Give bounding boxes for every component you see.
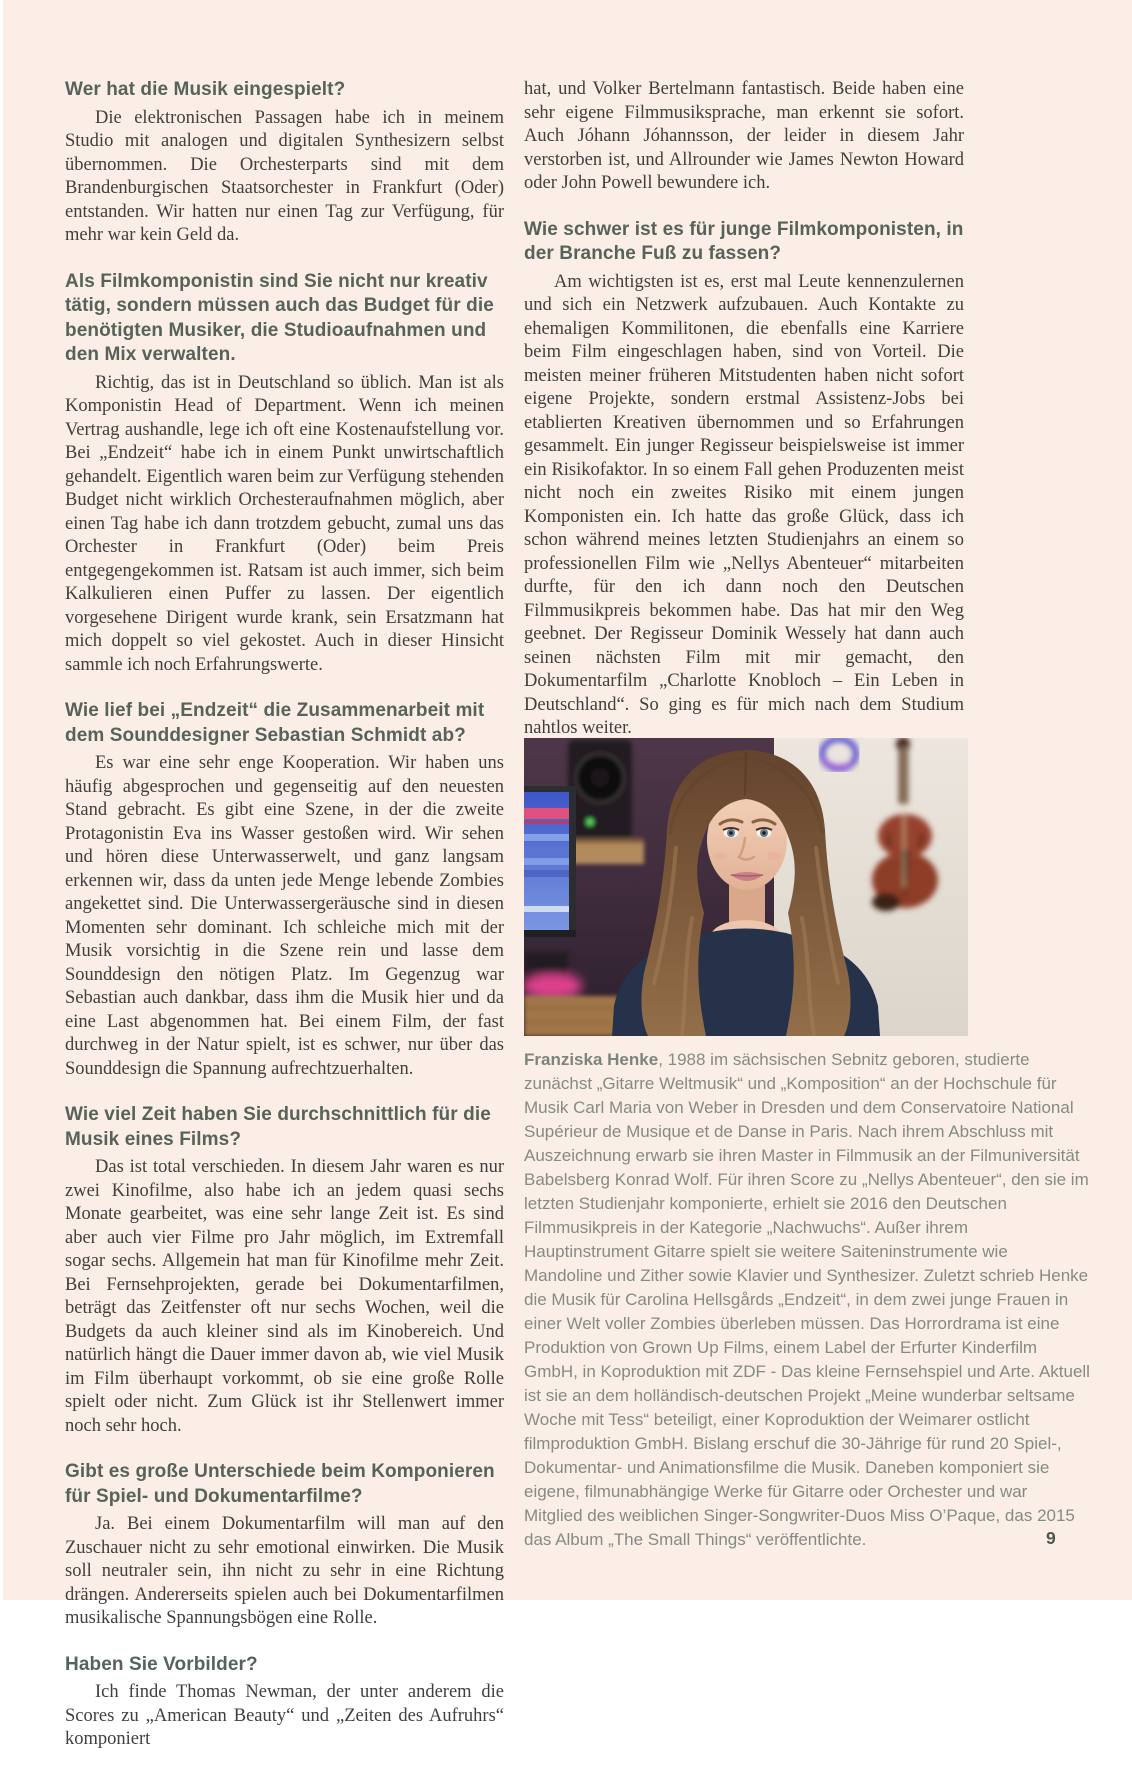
photo-monitor xyxy=(524,786,576,937)
bio-paragraph xyxy=(524,1048,1090,1552)
question-heading: Wie viel Zeit haben Sie durchschnittlich für die Musik eines Films? xyxy=(65,1104,491,1150)
qa-section xyxy=(65,1103,504,1438)
right-column xyxy=(524,78,964,763)
qa-section xyxy=(524,78,964,196)
answer-paragraph: Am wichtigsten ist es, erst mal Leute kennenzulernen und sich ein Netzwerk aufzubauen. Auch Kontakte zu ehemaligen Kommilitonen, die ebenfalls eine Karriere beim Film eingeschlagen haben, sind von Vorteil. Die meisten meiner früheren Mitstudenten haben nicht sofort eigene Projekte, sondern erstmal Assistenz-Jobs bei etablierten Kreativen übernommen und so Erfahrungen gesammelt. Ein junger Regisseur beispielsweise ist immer ein Risikofaktor. In so einem Fall gehen Produzenten meist nicht noch ein zweites Risiko mit einem jungen Komponisten ein. Ich hatte das große Glück, dass ich schon während meines letzten Studienjahrs an einem so professionellen Film wie „Nellys Abenteuer“ mitarbeiten durfte, für den ich dann noch den Deutschen Filmmusikpreis bekommen habe. Das hat mir den Weg geebnet. Der Regisseur Dominik Wessely hat dann auch seinen nächsten Film mit mir gemacht, den Dokumentarfilm „Charlotte Knobloch – Ein Leben in Deutschland“. So ging es für mich nach dem Studium nahtlos weiter. xyxy=(524,271,964,738)
bio-text: , 1988 im sächsischen Sebnitz geboren, studierte zunächst „Gitarre Weltmusik“ und „Komposition“ an der Hochschule für Musik Carl Maria von Weber in Dresden und dem Conservatoire National Supérieur de Musique et de Danse in Paris. Nach ihrem Abschluss mit Auszeichnung erwarb sie ihren Master in Filmmusik an der Filmuniversität Babelsberg Konrad Wolf. Für ihren Score zu „Nellys Abenteuer“, den sie im letzten Studienjahr komponierte, erhielt sie 2016 den Deutschen Filmmusikpreis in der Kategorie „Nachwuchs“. Außer ihrem Hauptinstrument Gitarre spielt sie weitere Saiteninstrumente wie Mandoline und Zither sowie Klavier und Synthesizer. Zuletzt schrieb Henke die Musik für Carolina Hellsgårds „Endzeit“, in dem zwei junge Frauen in einer Welt voller Zombies überleben müssen. Das Horrordrama ist eine Produktion von Grown Up Films, einem Label der Erfurter Kinderfilm GmbH, in Koproduktion mit ZDF - Das kleine Fernsehspiel und Arte. Aktuell ist sie an dem holländisch-deutschen Projekt „Meine wunderbar seltsame Woche mit Tess“ beteiligt, einer Koproduktion der Weimarer ostlicht filmproduktion GmbH. Bislang erschuf die 30-Jährige für rund 20 Spiel-, Dokumentar- und Animationsfilme die Musik. Daneben komponiert sie eigene, filmunabhängige Werke für Gitarre oder Orchester und war Mitglied des weiblichen Singer-Songwriter-Duos Miss O’Paque, das 2015 das Album „The Small Things“ veröffentlichte. xyxy=(524,1050,1090,1549)
answer-paragraph: Das ist total verschieden. In diesem Jahr waren es nur zwei Kinofilme, also habe ich an jedem quasi sechs Monate gearbeitet, was eine sehr lange Zeit ist. Es sind aber auch vier Filme pro Jahr möglich, im Extremfall sogar sechs. Allgemein hat man für Kinofilme mehr Zeit. Bei Fernsehprojekten, gerade bei Dokumentarfilmen, beträgt das Zeitfenster oft nur sechs Wochen, weil die Budgets da auch kleiner sind als im Kinobereich. Und natürlich hängt die Dauer immer davon ab, wie viel Musik im Film überhaupt vorkommt, ob sie eine große Rolle spielt oder nicht. Zum Glück ist ihr Stellenwert immer noch sehr hoch. xyxy=(65,1157,504,1436)
question-heading: Als Filmkomponistin sind Sie nicht nur kreativ tätig, sondern müssen auch das Budget für die benötigten Musiker, die Studioaufnahmen und den Mix verwalten. xyxy=(65,270,494,365)
continuation-paragraph: hat, und Volker Bertelmann fantastisch. Beide haben eine sehr eigene Filmmusiksprache, man erkennt sie sofort. Auch Jóhann Jóhannsson, der leider in diesem Jahr verstorben ist, und Allrounder wie James Newton Howard oder John Powell bewundere ich. xyxy=(524,79,964,193)
answer-paragraph: Es war eine sehr enge Kooperation. Wir haben uns häufig abgesprochen und gegenseitig auf den neuesten Stand gebracht. Es gibt eine Szene, in der die zweite Protagonistin Eva ins Wasser gestoßen wird. Wir sehen und hören diese Unterwasserwelt, und ganz langsam erkennen wir, dass da unten jede Menge lebende Zombies angekettet sind. Die Unterwassergeräusche sind in diesen Momenten sehr dominant. Ich schleiche mich mit der Musik vorsichtig in die Szene rein und lasse dem Sounddesign den nötigen Platz. Im Gegenzug war Sebastian auch dankbar, dass ihm die Musik hier und da eine Last abgenommen hat. Bei einem Film, der fast durchweg in der Natur spielt, ist es schwer, nur über das Sounddesign die Spannung aufrechtzuerhalten. xyxy=(65,753,504,1079)
portrait-photo xyxy=(524,738,968,1036)
qa-section xyxy=(65,78,504,248)
answer-paragraph: Ich finde Thomas Newman, der unter anderem die Scores zu „American Beauty“ und „Zeiten des Aufruhrs“ komponiert xyxy=(65,1682,504,1749)
question-heading: Gibt es große Unterschiede beim Komponieren für Spiel- und Dokumentarfilme? xyxy=(65,1461,495,1507)
qa-section xyxy=(65,1460,504,1631)
qa-section xyxy=(65,270,504,678)
question-heading: Wie lief bei „Endzeit“ die Zusammenarbeit mit dem Sounddesigner Sebastian Schmidt ab? xyxy=(65,700,485,746)
bio-name: Franziska Henke xyxy=(524,1050,659,1069)
page-number: 9 xyxy=(1046,1528,1056,1548)
qa-section xyxy=(524,218,964,741)
answer-paragraph: Die elektronischen Passagen habe ich in meinem Studio mit analogen und digitalen Synthesizern selbst übernommen. Die Orchesterparts sind mit dem Brandenburgischen Staatsorchester in Frankfurt (Oder) entstanden. Wir hatten nur einen Tag zur Verfügung, für mehr war kein Geld da. xyxy=(65,107,504,245)
question-heading: Wer hat die Musik eingespielt? xyxy=(65,79,346,100)
question-heading: Wie schwer ist es für junge Filmkomponisten, in der Branche Fuß zu fassen? xyxy=(524,218,964,264)
question-heading: Haben Sie Vorbilder? xyxy=(65,1653,258,1675)
qa-section xyxy=(65,699,504,1081)
page-left-edge xyxy=(0,0,3,1600)
qa-section xyxy=(65,1653,504,1752)
answer-paragraph: Ja. Bei einem Dokumentarfilm will man auf den Zuschauer nicht zu sehr emotional einwirken. Die Musik soll neutraler sein, ihn nicht zu sehr in eine Richtung drängen. Andererseits spielen auch bei Dokumentarfilmen musikalische Spannungsbögen eine Rolle. xyxy=(65,1514,504,1628)
answer-paragraph: Richtig, das ist in Deutschland so üblich. Man ist als Komponistin Head of Department. Wenn ich meinen Vertrag aushandle, lege ich oft eine Kostenaufstellung vor. Bei „Endzeit“ habe ich in einem Punkt unwirtschaftlich gehandelt. Eigentlich waren beim zur Verfügung stehenden Budget nicht wirklich Orchesteraufnahmen möglich, aber einen Tag habe ich dann trotzdem gebucht, zumal uns das Orchester in Frankfurt (Oder) beim Preis entgegengekommen ist. Ratsam ist auch immer, sich beim Kalkulieren einen Puffer zu lassen. Der eigentlich vorgesehene Dirigent wurde krank, sein Ersatzmann hat mich doppelt so viel gekostet. Auch in dieser Hinsicht sammle ich noch Erfahrungswerte. xyxy=(65,372,504,675)
left-column xyxy=(65,78,504,1774)
